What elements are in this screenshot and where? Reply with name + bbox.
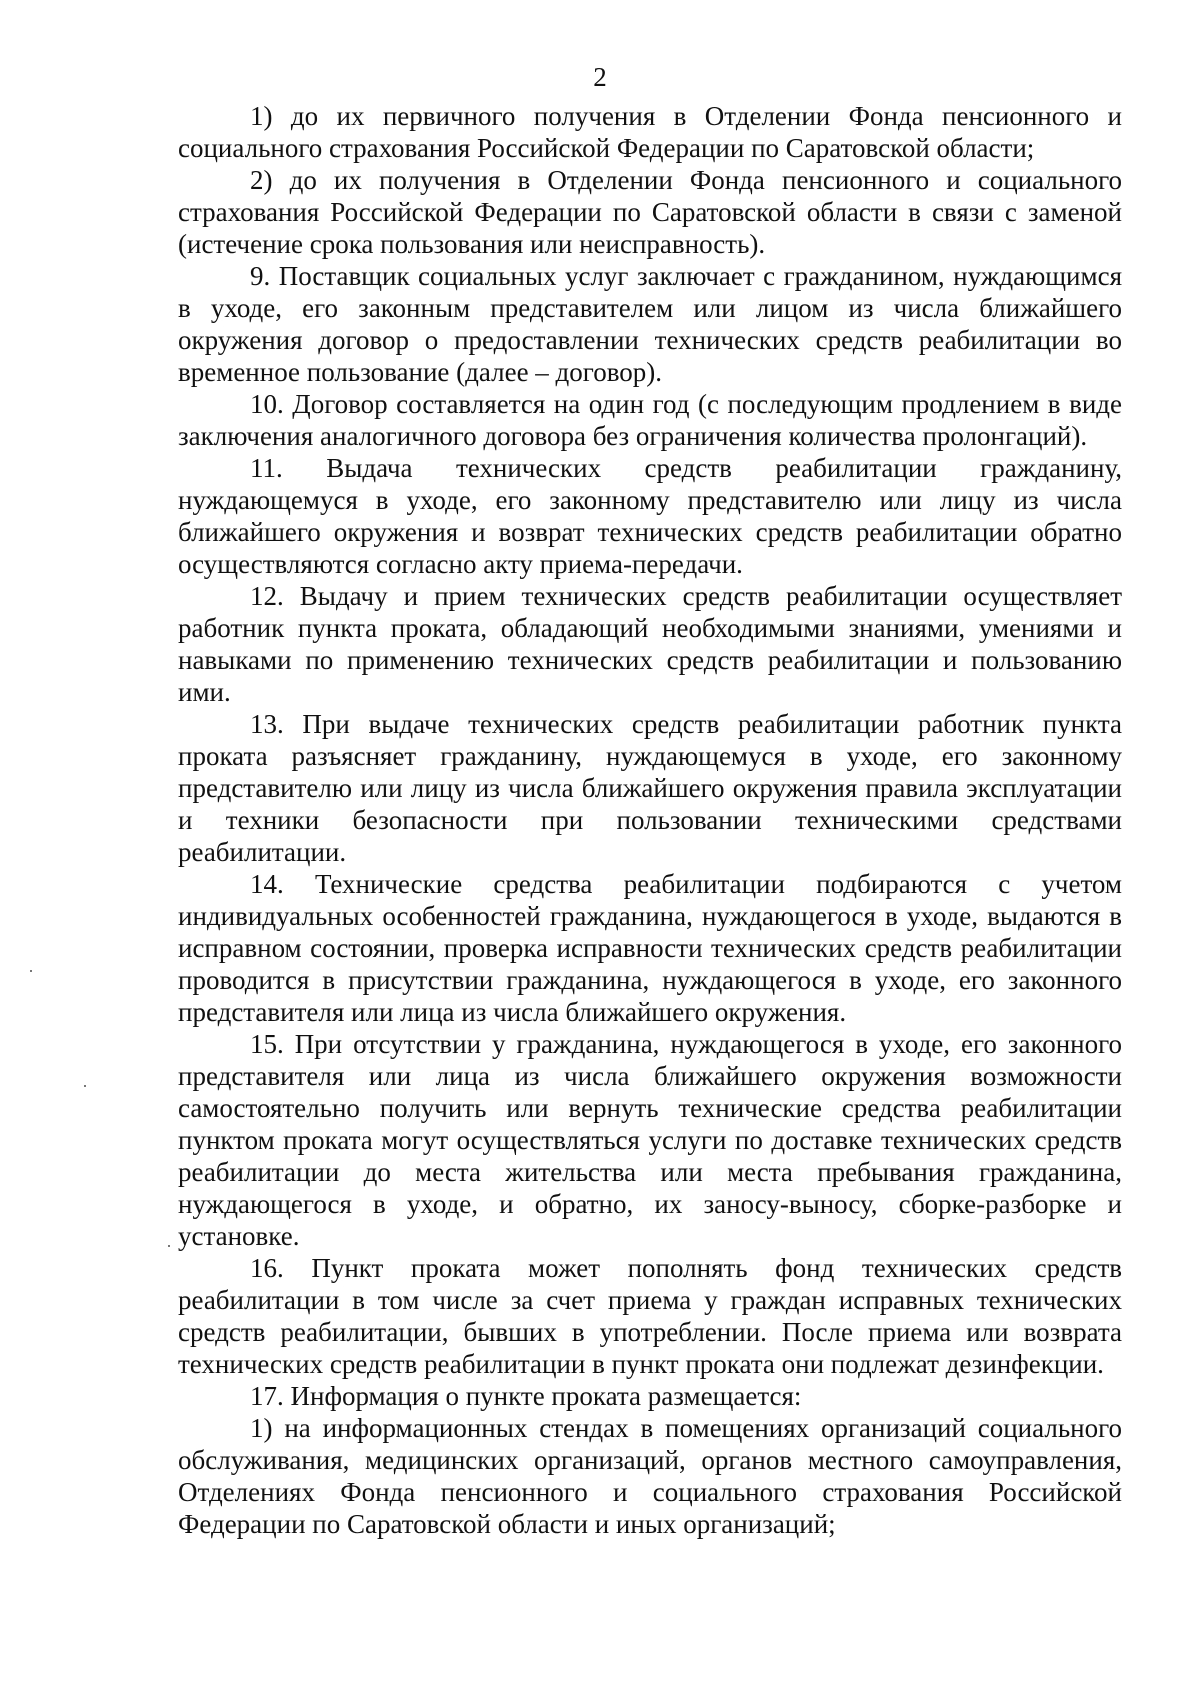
paragraph-item-2-replacement: 2) до их получения в Отделении Фонда пенсионного и социального страхования Российской Федерации по Саратовской области в связи с заменой (истечение срока пользования или неисправность). [178,165,1122,259]
paragraph-17: 17. Информация о пункте проката размещается: [250,1381,802,1411]
paragraph-14: 14. Технические средства реабилитации подбираются с учетом индивидуальных особенностей гражданина, нуждающегося в уходе, выдаются в исправном состоянии, проверка исправности технических средств реабилитации проводится в присутствии гражданина, нуждающегося в уходе, его законного представителя или лица из числа ближайшего окружения. [178,869,1122,1027]
page-number: 2 [593,62,607,92]
paragraph-13: 13. При выдаче технических средств реабилитации работник пункта проката разъясняет гражданину, нуждающемуся в уходе, его законному представителю или лицу из числа ближайшего окружения правила эксплуатации и техники безопасности при пользовании техническими средствами реабилитации. [178,709,1122,867]
paragraph-17-item-1: 1) на информационных стендах в помещениях организаций социального обслуживания, медицинских организаций, органов местного самоуправления, Отделениях Фонда пенсионного и социального страхования Российской Федерации по Саратовской области и иных организаций; [178,1413,1122,1539]
document-body [178,100,1122,1540]
scan-speck [30,970,32,972]
scan-speck [84,1085,86,1087]
scan-speck [168,1245,170,1247]
paragraph-15: 15. При отсутствии у гражданина, нуждающегося в уходе, его законного представителя или лица из числа ближайшего окружения возможности самостоятельно получить или вернуть технические средства реабилитации пунктом проката могут осуществляться услуги по доставке технических средств реабилитации до места жительства или места пребывания гражданина, нуждающегося в уходе, и обратно, их заносу-выносу, сборке-разборке и установке. [178,1029,1122,1251]
paragraph-16: 16. Пункт проката может пополнять фонд технических средств реабилитации в том числе за счет приема у граждан исправных технических средств реабилитации, бывших в употреблении. После приема или возврата технических средств реабилитации в пункт проката они подлежат дезинфекции. [178,1253,1122,1379]
paragraph-12: 12. Выдачу и прием технических средств реабилитации осуществляет работник пункта проката, обладающий необходимыми знаниями, умениями и навыками по применению технических средств реабилитации и пользованию ими. [178,581,1122,707]
paragraph-9: 9. Поставщик социальных услуг заключает с гражданином, нуждающимся в уходе, его законным представителем или лицом из числа ближайшего окружения договор о предоставлении технических средств реабилитации во временное пользование (далее – договор). [178,261,1122,387]
paragraph-item-1-first-receipt: 1) до их первичного получения в Отделении Фонда пенсионного и социального страхования Российской Федерации по Саратовской области; [178,101,1122,163]
paragraph-10: 10. Договор составляется на один год (с последующим продлением в виде заключения аналогичного договора без ограничения количества пролонгаций). [178,389,1122,451]
paragraph-11: 11. Выдача технических средств реабилитации гражданину, нуждающемуся в уходе, его законному представителю или лицу из числа ближайшего окружения и возврат технических средств реабилитации обратно осуществляются согласно акту приема-передачи. [178,453,1122,579]
